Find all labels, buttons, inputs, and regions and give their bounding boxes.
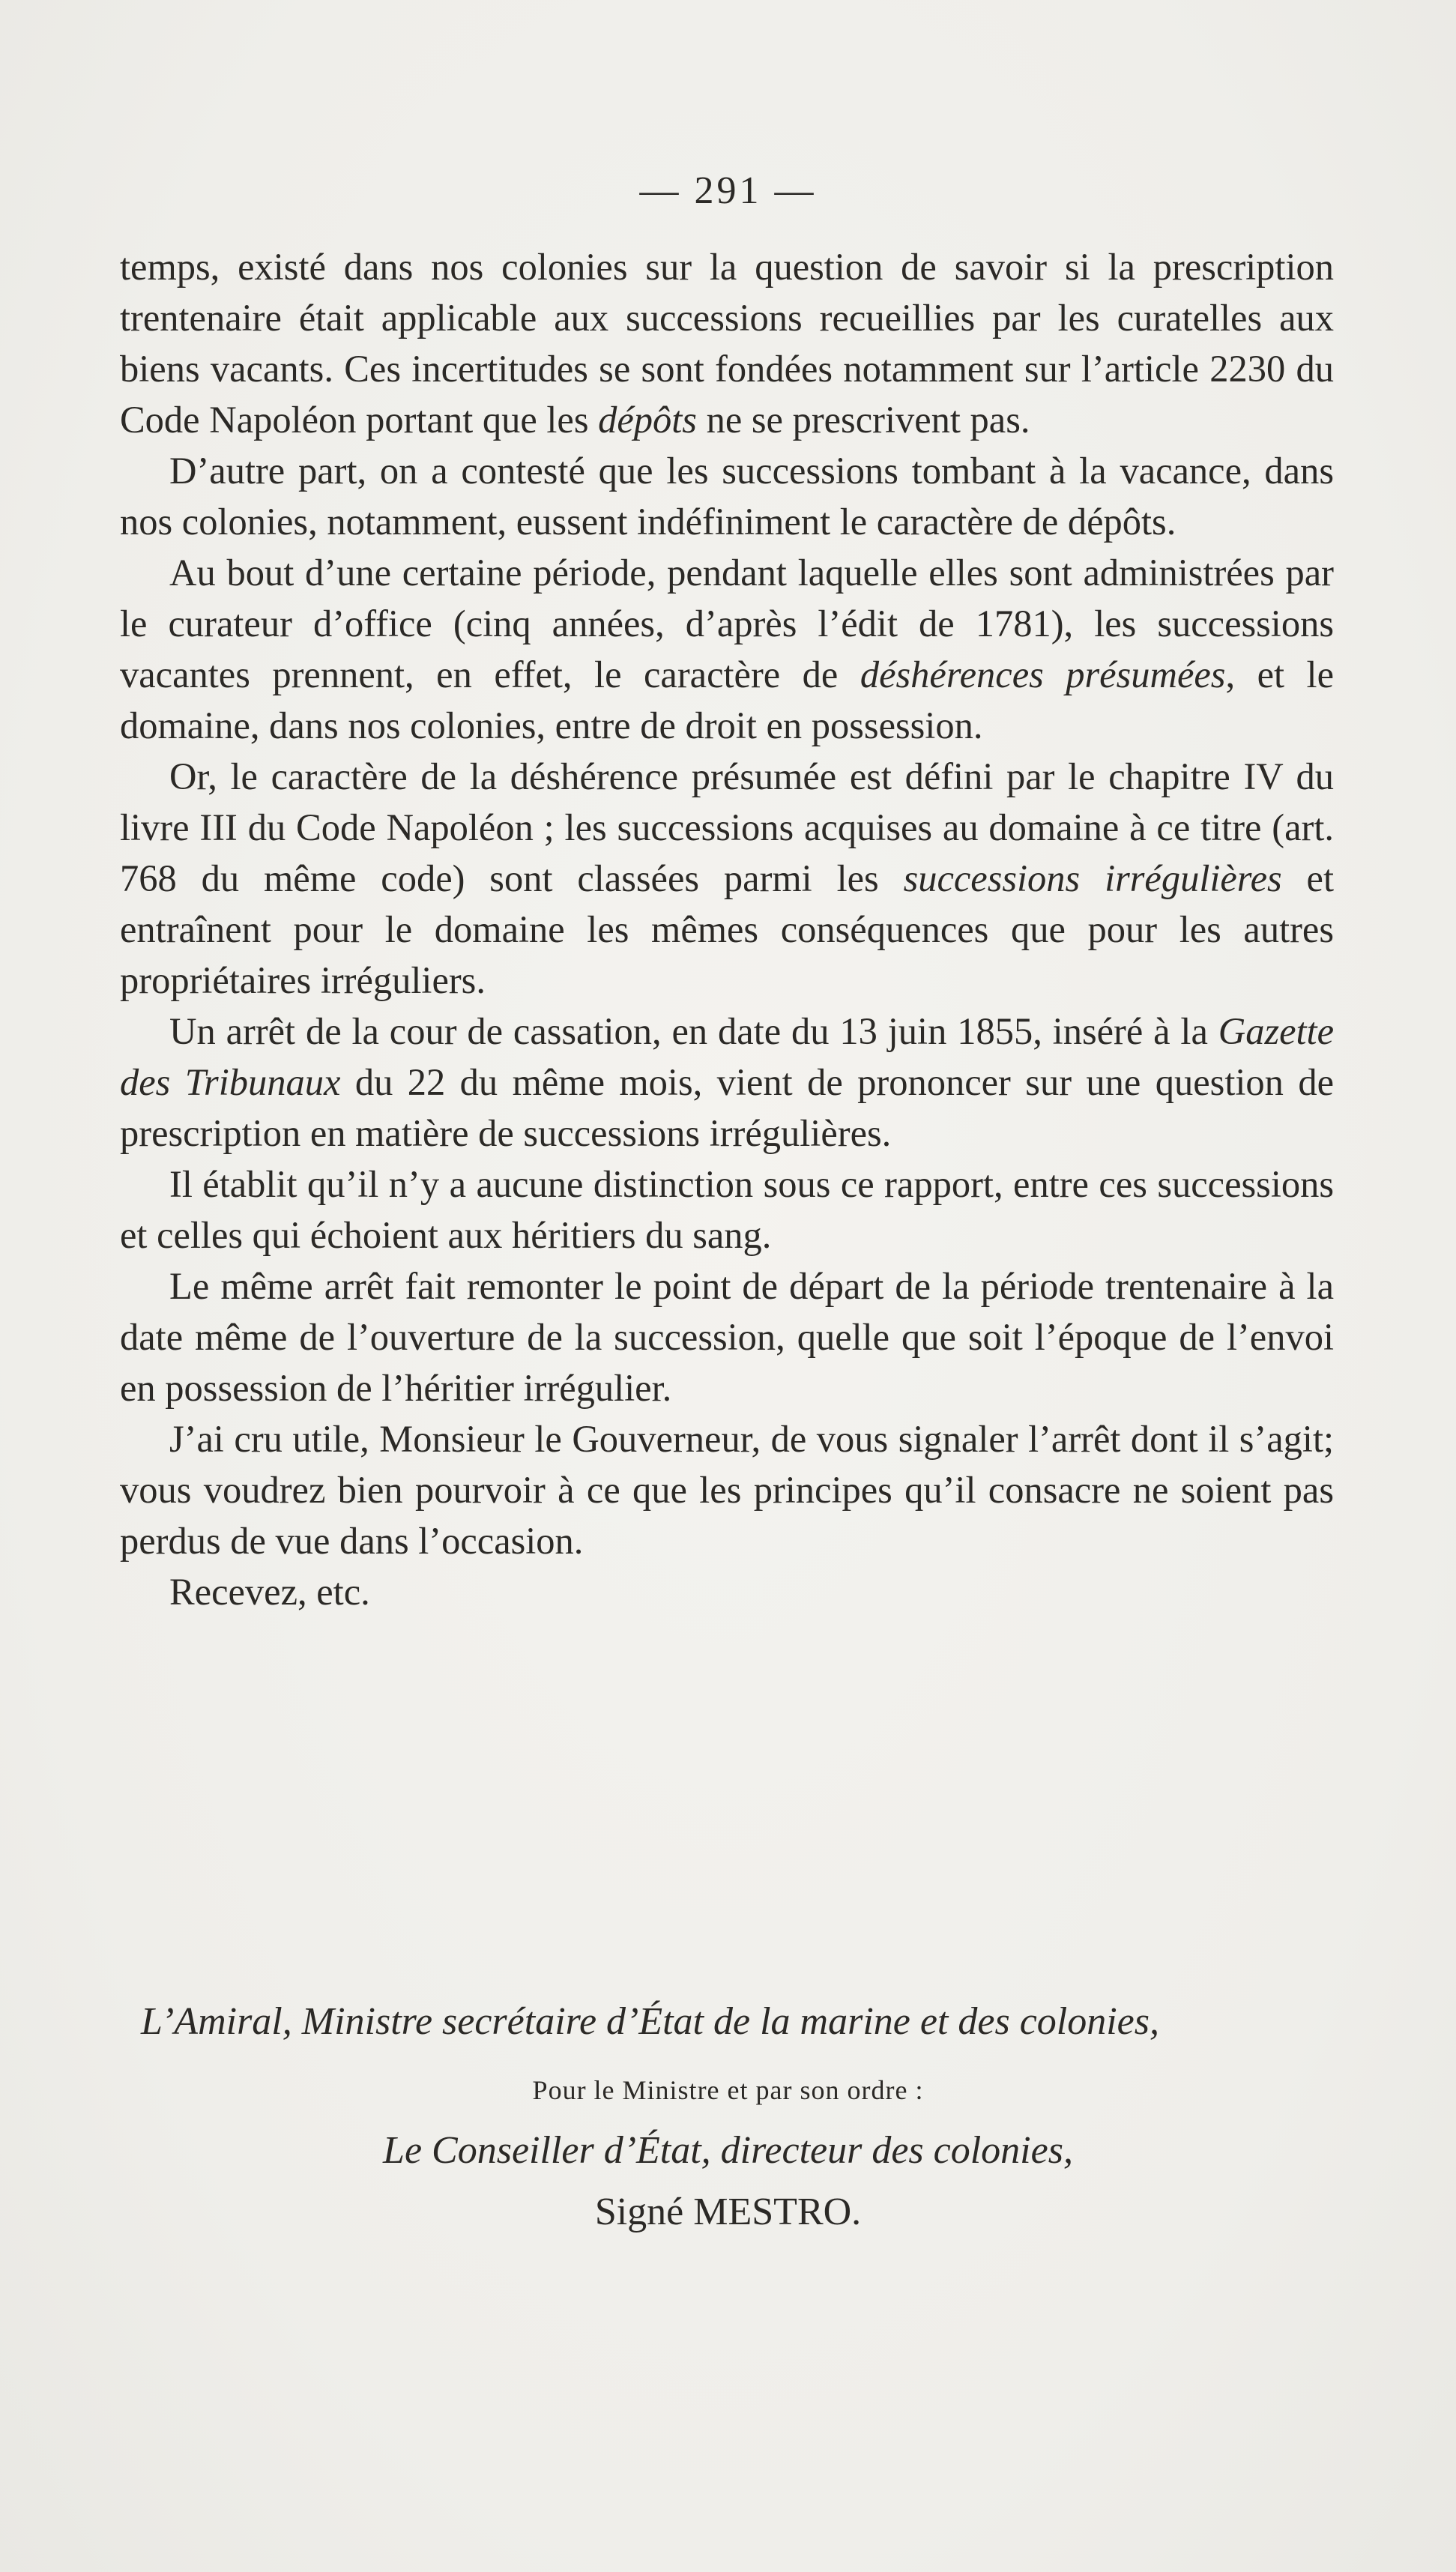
- paragraph-7-text: Le même arrêt fait remonter le point de départ de la période trentenaire à la date même de l’ouverture de la succession, quelle que soit l’époque de l’envoi en possession de l’héritier irrégulier.: [120, 1265, 1334, 1409]
- paragraph-8: [120, 1413, 1334, 1566]
- paragraph-9: [120, 1566, 1334, 1617]
- paragraph-5-text-end: du 22 du même mois, vient de prononcer sur une question de prescription en matière de successions irrégulières.: [120, 1061, 1334, 1154]
- paragraph-7: [120, 1261, 1334, 1413]
- paragraph-5: [120, 1006, 1334, 1159]
- order-line: Pour le Ministre et par son ordre :: [532, 2075, 924, 2105]
- paragraph-4-emphasis: successions irrégulières: [903, 857, 1282, 899]
- paragraph-5-text: Un arrêt de la cour de cassation, en date du 13 juin 1855, inséré à la: [169, 1010, 1218, 1052]
- paragraph-4: [120, 751, 1334, 1006]
- paragraph-8-text: J’ai cru utile, Monsieur le Gouverneur, de vous signaler l’arrêt dont il s’agit; vous voudrez bien pourvoir à ce que les principes qu’il consacre ne soient pas perdus de vue dans l’occasion.: [120, 1418, 1334, 1562]
- paragraph-3-text: Au bout d’une certaine période, pendant laquelle elles sont administrées par le curateur d’office (cinq années, d’après l’édit de 1781), les successions vacantes prennent, en effet, le caractère de: [120, 552, 1334, 695]
- paragraph-1: [120, 241, 1334, 445]
- paragraph-2-text: D’autre part, on a contesté que les successions tombant à la vacance, dans nos colonies, notamment, eussent indéfiniment le caractère de dépôts.: [120, 450, 1334, 543]
- paragraph-2: [120, 445, 1334, 547]
- body-text: [120, 241, 1334, 1617]
- paragraph-1-text-end: ne se prescrivent pas.: [696, 399, 1030, 441]
- page-number: — 291 —: [639, 169, 817, 212]
- paragraph-3: [120, 547, 1334, 751]
- paragraph-3-emphasis: déshérences présumées: [860, 653, 1226, 695]
- signed-line: Signé MESTRO.: [594, 2191, 862, 2233]
- paragraph-1-emphasis: dépôts: [598, 399, 697, 441]
- paragraph-4-text: Or, le caractère de la déshérence présumée est défini par le chapitre IV du livre III du Code Napoléon ; les successions acquises au domaine à ce titre (art. 768 du même code) sont classées parmi les: [120, 755, 1334, 899]
- paragraph-6-text: Il établit qu’il n’y a aucune distinction sous ce rapport, entre ces successions et celles qui échoient aux héritiers du sang.: [120, 1163, 1334, 1256]
- paragraph-3-text-end: , et le domaine, dans nos colonies, entre de droit en possession.: [120, 653, 1334, 746]
- paragraph-6: [120, 1159, 1334, 1261]
- paragraph-1-text: temps, existé dans nos colonies sur la question de savoir si la prescription trentenaire était applicable aux successions recueillies par les curatelles aux biens vacants. Ces incertitudes se sont fondées notamment sur l’article 2230 du Code Napoléon portant que les: [120, 246, 1334, 441]
- paragraph-4-text-end: et entraînent pour le domaine les mêmes conséquences que pour les autres propriétaires irréguliers.: [120, 857, 1334, 1001]
- paragraph-9-text: Recevez, etc.: [169, 1571, 370, 1613]
- conseiller-line: Le Conseiller d’État, directeur des colonies,: [383, 2129, 1073, 2172]
- minister-signature-line: L’Amiral, Ministre secrétaire d’État de la marine et des colonies,: [141, 2000, 1159, 2043]
- paragraph-5-emphasis: Gazette des Tribunaux: [120, 1010, 1334, 1103]
